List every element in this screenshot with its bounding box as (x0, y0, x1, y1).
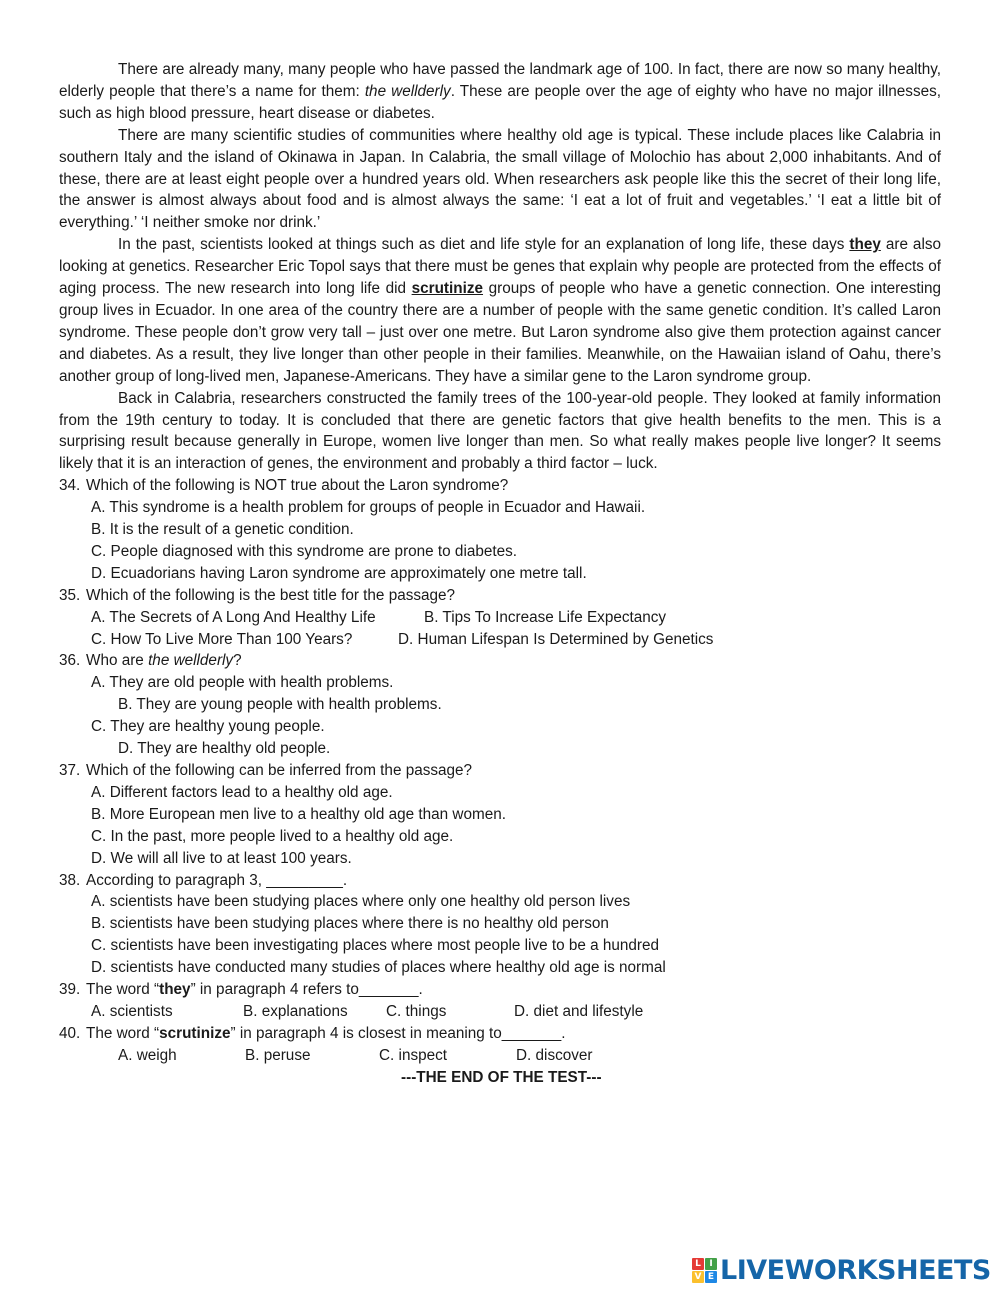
option-d[interactable]: D. discover (516, 1046, 593, 1064)
term-wellderly: the wellderly (364, 82, 451, 100)
options-row (59, 1045, 941, 1067)
option-d[interactable]: D. We will all live to at least 100 years. (91, 849, 352, 867)
option-c[interactable]: C. inspect (379, 1046, 448, 1064)
options-row (59, 1001, 941, 1023)
option-a[interactable]: A. The Secrets of A Long And Healthy Life (91, 608, 376, 626)
option-c[interactable]: C. In the past, more people lived to a healthy old age. (91, 827, 454, 845)
question-text: Which of the following is the best title for the passage? (86, 586, 456, 604)
question-39 (59, 979, 941, 1023)
question-number: 38. (59, 871, 81, 889)
logo-mark-letter: V (692, 1271, 704, 1283)
option-b[interactable]: B. Tips To Increase Life Expectancy (424, 608, 667, 626)
option-b[interactable]: B. scientists have been studying places where there is no healthy old person (91, 915, 609, 933)
options-row (59, 607, 941, 629)
logo-mark-letter: E (705, 1271, 717, 1283)
question-36 (59, 650, 941, 760)
text: groups of people who have a genetic connection. One interesting group lives in Ecuador. In one area of the country there are a number of people with the same genetic condition. It’s called Laron syndrome. These people don’t grow very tall – just over one metre. But Laron syndrome also give them protection against cancer and diabetes. As a result, they live longer than other people in their families. Meanwhile, on the Hawaiian island of Oahu, there’s another group of long-lived men, Japanese-Americans. They have a similar gene to the Laron syndrome group. (59, 280, 941, 385)
option-b[interactable]: B. More European men live to a healthy old age than women. (91, 805, 506, 823)
question-stem (59, 475, 941, 497)
option-d[interactable]: D. They are healthy old people. (118, 740, 331, 758)
question-text: ? (233, 652, 242, 670)
passage-paragraph-4: Back in Calabria, researchers constructed the family trees of the 100-year-old people. They looked at family information from the 19th century to today. It is concluded that there are genetic factors that give health benefits to the men. This is a surprising result because generally in Europe, women live longer than men. So what really makes people live longer? It seems likely that it is an interaction of genes, the environment and probably a third factor – luck. (59, 389, 941, 473)
end-of-test-label: ---THE END OF THE TEST--- (401, 1068, 602, 1086)
option-c[interactable]: C. They are healthy young people. (91, 718, 325, 736)
option-c[interactable]: C. People diagnosed with this syndrome are prone to diabetes. (91, 542, 518, 560)
logo-mark-letter: L (692, 1258, 704, 1270)
option-c[interactable]: C. things (386, 1002, 447, 1020)
question-stem (59, 870, 941, 892)
option-d[interactable]: D. Ecuadorians having Laron syndrome are approximately one metre tall. (91, 564, 587, 582)
question-number: 40. (59, 1024, 81, 1042)
question-number: 36. (59, 652, 81, 670)
question-stem (59, 760, 941, 782)
passage-paragraph-2: There are many scientific studies of communities where healthy old age is typical. These include places like Calabria in southern Italy and the island of Okinawa in Japan. In Calabria, the small village of Molochio has about 2,000 inhabitants. And of these, there are at least eight people over a hundred years old. When researchers ask people like this the secret of their long life, the answer is almost always about food and is almost always the same: ‘I eat a lot of fruit and vegetables.’ ‘I eat a little bit of everything.’ ‘I neither smoke nor drink.’ (59, 126, 941, 232)
text: . These are people over the age of eighty who have no major illnesses, such as high blood pressure, heart disease or diabetes. (59, 82, 942, 122)
question-number: 39. (59, 981, 81, 999)
question-number: 34. (59, 477, 81, 495)
keyword-scrutinize: scrutinize (411, 280, 484, 298)
option-d[interactable]: D. Human Lifespan Is Determined by Genetics (398, 630, 714, 648)
option-d[interactable]: D. diet and lifestyle (514, 1002, 644, 1020)
option-c[interactable]: C. scientists have been investigating places where most people live to be a hundred (91, 937, 660, 955)
question-38 (59, 870, 941, 980)
question-text: ” in paragraph 4 is closest in meaning to_______. (230, 1024, 566, 1042)
question-stem (59, 1023, 941, 1045)
question-text: ” in paragraph 4 refers to_______. (190, 981, 423, 999)
liveworksheets-logo (692, 1254, 991, 1286)
option-b[interactable]: B. They are young people with health problems. (118, 696, 442, 714)
option-a[interactable]: A. This syndrome is a health problem for groups of people in Ecuador and Hawaii. (91, 499, 646, 517)
logo-mark-icon (692, 1258, 717, 1283)
keyword-scrutinize: scrutinize (159, 1024, 231, 1042)
logo-mark-letter: I (705, 1258, 717, 1270)
option-a[interactable]: A. weigh (118, 1046, 177, 1064)
question-stem (59, 585, 941, 607)
term-wellderly: the wellderly (148, 652, 234, 670)
worksheet-content (59, 59, 941, 1089)
question-text: Which of the following is NOT true about the Laron syndrome? (86, 477, 509, 495)
question-text: Who are (86, 652, 149, 670)
option-a[interactable]: A. scientists have been studying places where only one healthy old person lives (91, 893, 631, 911)
option-d[interactable]: D. scientists have conducted many studies of places where healthy old age is normal (91, 959, 666, 977)
question-34 (59, 475, 941, 585)
option-b[interactable]: B. explanations (243, 1002, 348, 1020)
text: In the past, scientists looked at things such as diet and life style for an explanation of long life, these days (118, 236, 850, 254)
option-b[interactable]: B. peruse (245, 1046, 311, 1064)
option-a[interactable]: A. scientists (91, 1002, 173, 1020)
option-c[interactable]: C. How To Live More Than 100 Years? (91, 630, 353, 648)
text: There are already many, many people who have passed the landmark age of 100. In fact, there are now so many healthy, elderly people that there’s a name for them: (59, 61, 941, 100)
keyword-they: they (849, 236, 881, 254)
option-a[interactable]: A. They are old people with health problems. (91, 674, 394, 692)
logo-text: LIVEWORKSHEETS (720, 1254, 991, 1286)
question-35 (59, 585, 941, 651)
option-a[interactable]: A. Different factors lead to a healthy old age. (91, 783, 393, 801)
question-stem (59, 979, 941, 1001)
question-number: 35. (59, 586, 81, 604)
passage-paragraph-3 (59, 234, 941, 387)
question-text: According to paragraph 3, _________. (86, 871, 348, 889)
text: are also looking at genetics. Researcher Eric Topol says that there must be genes that explain why people are protected from the effects of aging process. The new research into long life did (59, 236, 941, 298)
question-text: The word “ (86, 1024, 160, 1042)
option-b[interactable]: B. It is the result of a genetic condition. (91, 521, 354, 539)
question-stem (59, 650, 941, 672)
options-row (59, 629, 941, 651)
keyword-they: they (159, 981, 191, 999)
question-37 (59, 760, 941, 870)
question-text: The word “ (86, 981, 160, 999)
question-40 (59, 1023, 941, 1067)
question-text: Which of the following can be inferred from the passage? (86, 762, 473, 779)
question-number: 37. (59, 762, 81, 779)
passage-paragraph-1 (59, 59, 941, 125)
